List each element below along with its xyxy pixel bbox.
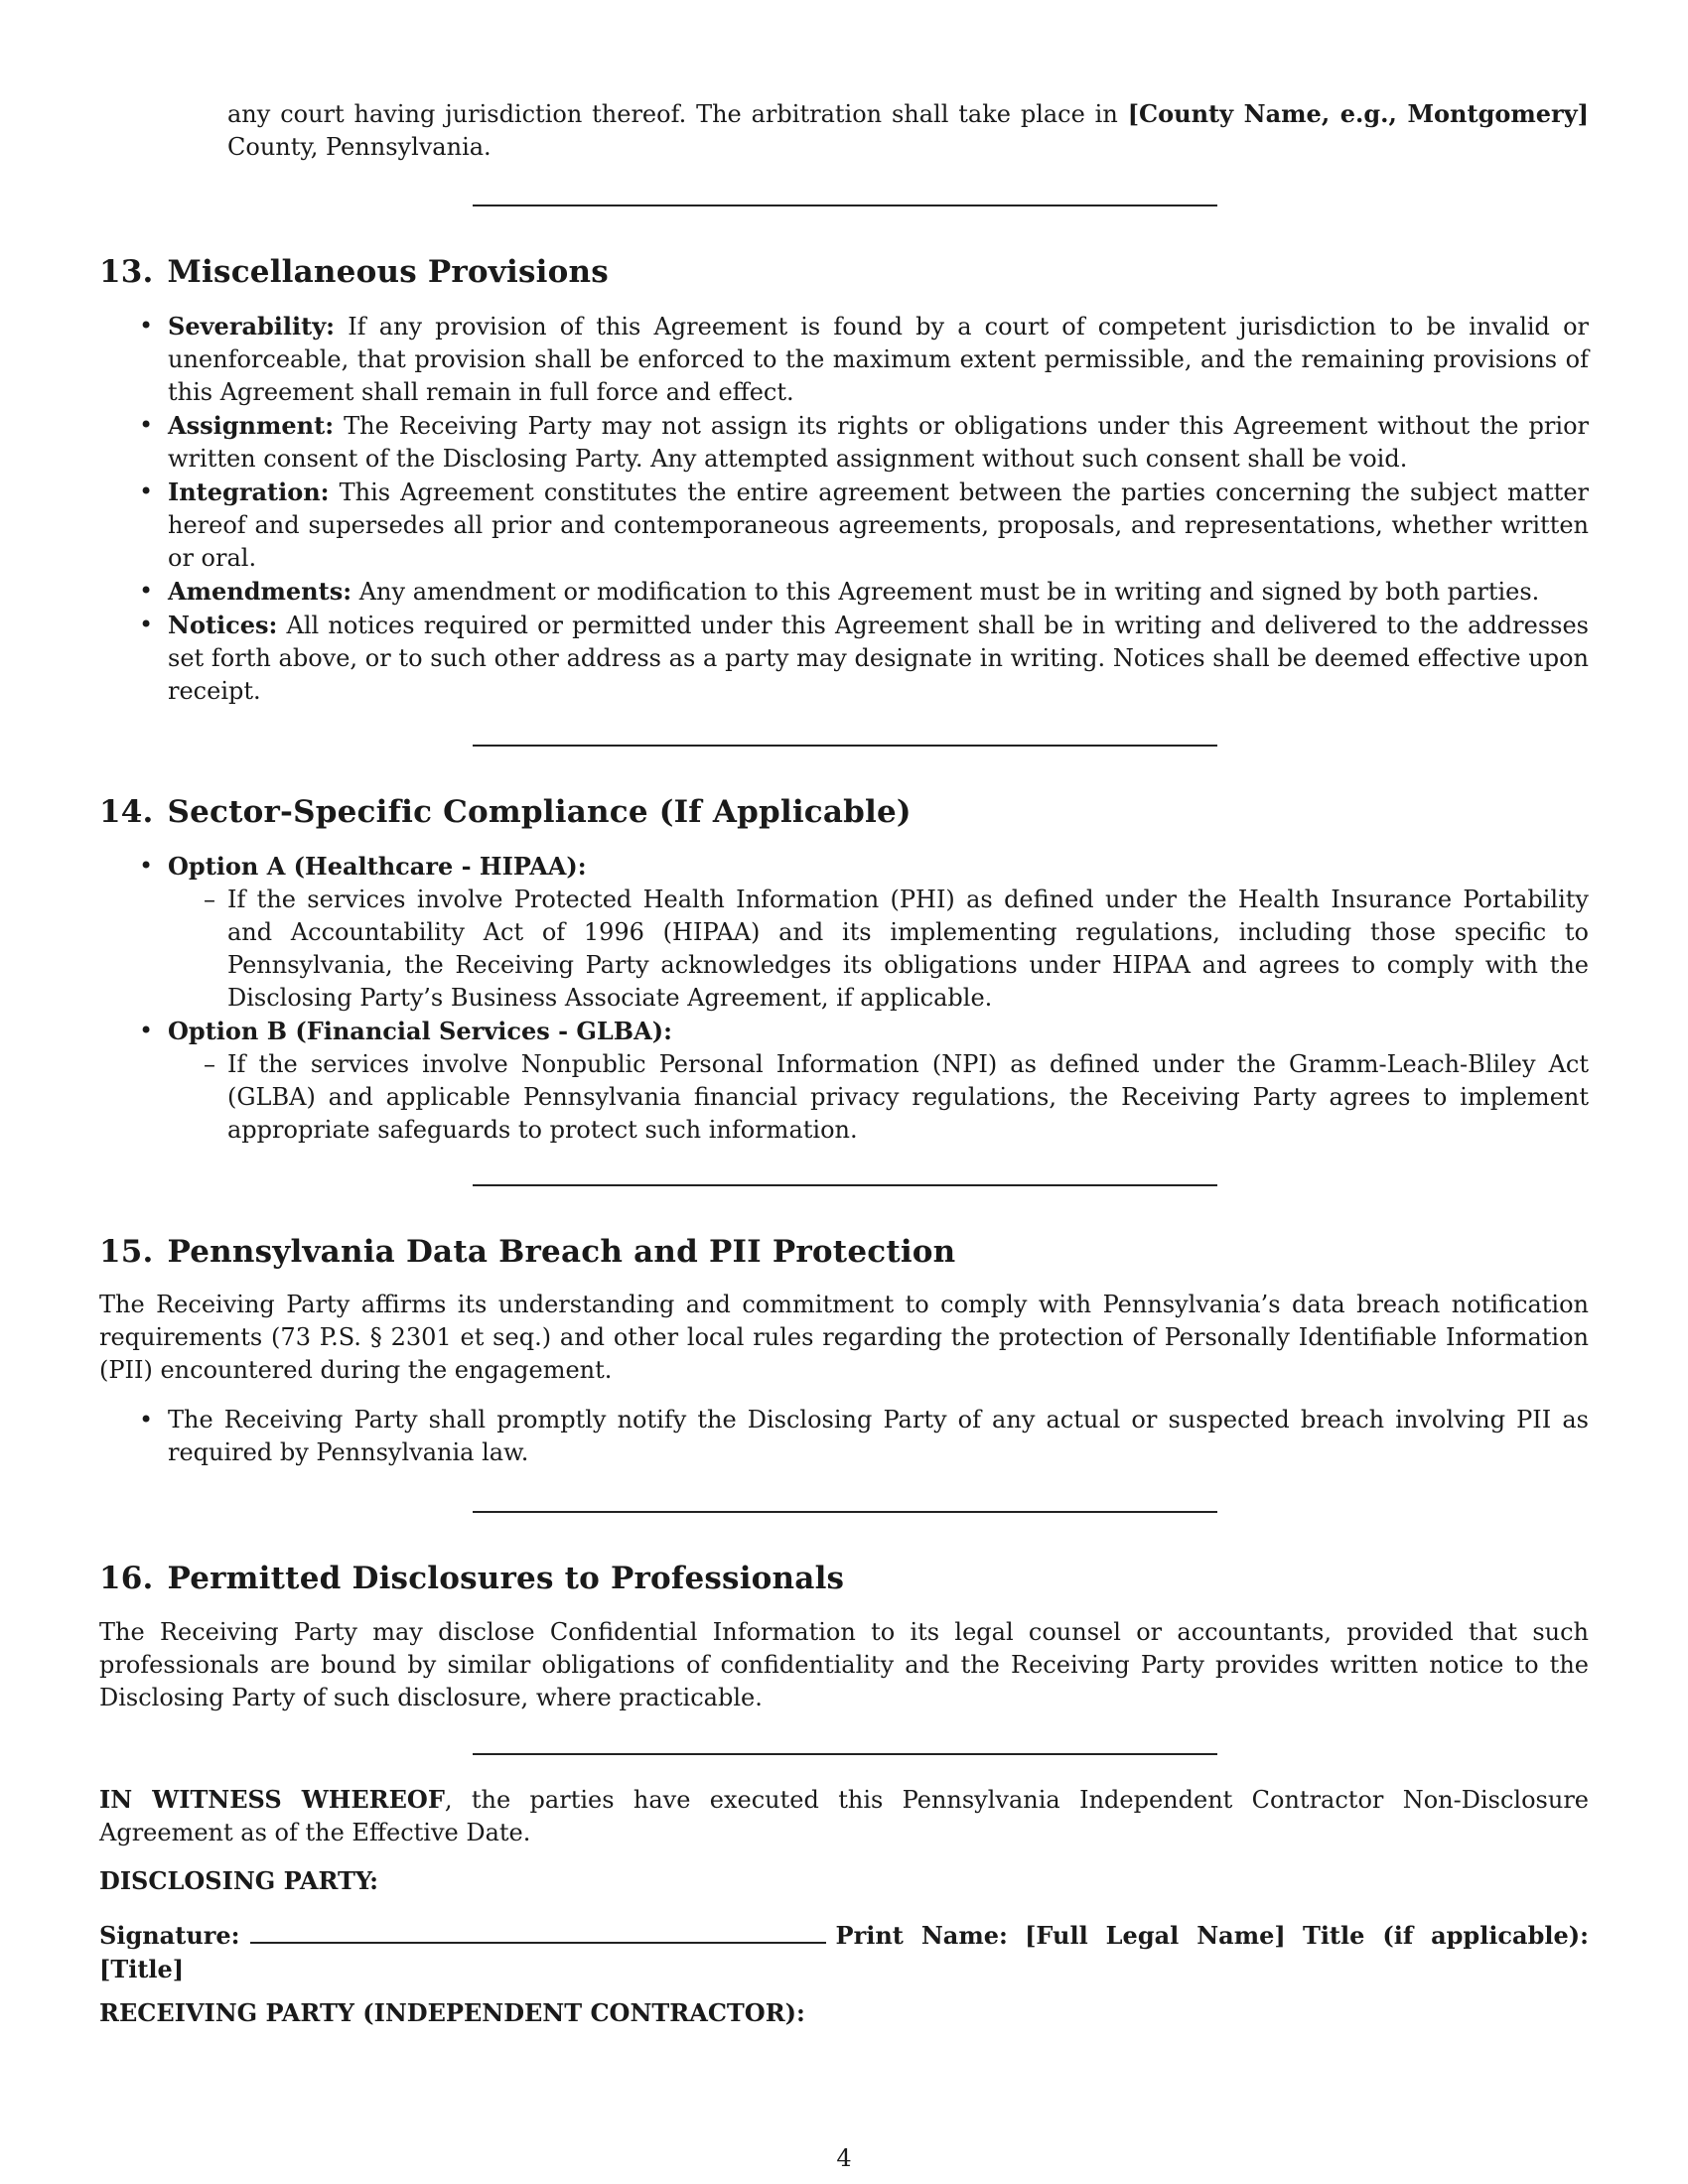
intro-text: any court having jurisdiction thereof. The arbitration shall take place in <box>227 100 1128 128</box>
item-text: Any amendment or modification to this Agreement must be in writing and signed by both parties. <box>352 578 1540 606</box>
item-text: If any provision of this Agreement is found by a court of competent jurisdiction to be invalid or unenforceable, that provision shall be enforced to the maximum extent permissible, and the remaining provisions of this Agreement shall remain in full force and effect. <box>168 313 1589 406</box>
sub-list <box>168 1048 1589 1147</box>
sub-list <box>168 884 1589 1015</box>
item-text: The Receiving Party may not assign its rights or obligations under this Agreement without the prior written consent of the Disclosing Party. Any attempted assignment without such consent shall be void. <box>168 412 1589 473</box>
sub-list-item: – If the services involve Nonpublic Personal Information (NPI) as defined under the Gramm-Leach-Bliley Act (GLBA) and applicable Pennsylvania financial privacy regulations, the Receiving Party agrees to implement appropriate safeguards to protect such information. <box>168 1048 1589 1147</box>
receiving-party-heading <box>99 1996 1589 2030</box>
list-item: • The Receiving Party shall promptly notify the Disclosing Party of any actual or suspected breach involving PII as required by Pennsylvania law. <box>99 1404 1589 1469</box>
print-name-value: [Full Legal Name] <box>1025 1921 1286 1950</box>
section-16-heading <box>99 1561 844 1596</box>
arbitration-continuation <box>227 97 1589 164</box>
item-label: Assignment: <box>168 411 335 440</box>
compliance-options-list <box>99 850 1589 1147</box>
list-item <box>99 850 1589 1015</box>
list-item <box>99 310 1589 409</box>
title-label: Title (if applicable): <box>1302 1921 1589 1950</box>
pii-list <box>99 1404 1589 1469</box>
list-item <box>99 575 1589 609</box>
item-label: Notices: <box>168 611 278 639</box>
section-title: Miscellaneous Provisions <box>167 254 609 290</box>
section-14-heading <box>99 794 912 830</box>
section-title: Sector-Specific Compliance (If Applicable) <box>167 794 912 830</box>
witness-text: , the parties have executed this Pennsylvania Independent Contractor Non-Disclosure Agreement as of the Effective Date. <box>99 1786 1589 1846</box>
signature-block <box>99 1919 1589 1986</box>
section-divider <box>473 205 1217 206</box>
item-label: Integration: <box>168 478 330 506</box>
option-label: Option A (Healthcare - HIPAA): <box>168 852 587 881</box>
list-item <box>99 476 1589 575</box>
list-item <box>99 609 1589 708</box>
section-number: 14. <box>99 794 154 830</box>
item-label: Amendments: <box>168 577 352 606</box>
disclosing-party-label: DISCLOSING PARTY: <box>99 1866 378 1895</box>
witness-clause <box>99 1783 1589 1849</box>
section-divider <box>473 745 1217 747</box>
section-title: Permitted Disclosures to Professionals <box>167 1561 845 1596</box>
option-label: Option B (Financial Services - GLBA): <box>168 1017 672 1045</box>
item-text: This Agreement constitutes the entire agreement between the parties concerning the subject matter hereof and supersedes all prior and contemporaneous agreements, proposals, and representations, whether written or oral. <box>168 478 1589 572</box>
signature-label: Signature: <box>99 1921 240 1950</box>
county-placeholder: [County Name, e.g., Montgomery] <box>1127 99 1589 128</box>
section-number: 15. <box>99 1234 154 1270</box>
section-number: 13. <box>99 254 154 290</box>
sub-list-item: – If the services involve Protected Health Information (PHI) as defined under the Health Insurance Portability and Accountability Act of 1996 (HIPAA) and its implementing regulations, including those specific to Pennsylvania, the Receiving Party acknowledges its obligations under HIPAA and agrees to comply with the Disclosing Party’s Business Associate Agreement, if applicable. <box>168 884 1589 1015</box>
section-title: Pennsylvania Data Breach and PII Protection <box>167 1234 956 1270</box>
witness-heading: IN WITNESS WHEREOF <box>99 1785 445 1814</box>
section-divider <box>473 1511 1217 1513</box>
misc-provisions-list <box>99 310 1589 708</box>
list-item <box>99 1015 1589 1147</box>
section-13-heading <box>99 254 609 290</box>
section-15-heading <box>99 1234 955 1270</box>
section-divider <box>473 1753 1217 1755</box>
section-number: 16. <box>99 1561 154 1596</box>
item-text: All notices required or permitted under this Agreement shall be in writing and delivered to the addresses set forth above, or to such other address as a party may designate in writing. Notices shall be deemed effective upon receipt. <box>168 612 1589 705</box>
list-item <box>99 409 1589 476</box>
print-name-label: Print Name: <box>835 1921 1008 1950</box>
title-value: [Title] <box>99 1955 185 1983</box>
page-number: 4 <box>836 2144 852 2172</box>
item-label: Severability: <box>168 312 336 341</box>
receiving-party-label: RECEIVING PARTY (INDEPENDENT CONTRACTOR): <box>99 1998 805 2027</box>
disclosing-party-heading <box>99 1864 1589 1898</box>
section-15-body: The Receiving Party affirms its understanding and commitment to comply with Pennsylvania’s data breach notification requirements (73 P.S. § 2301 et seq.) and other local rules regarding the protection of Personally Identifiable Information (PII) encountered during the engagement. <box>99 1291 1589 1384</box>
section-divider <box>473 1184 1217 1186</box>
signature-line[interactable] <box>250 1922 826 1944</box>
section-16-body: The Receiving Party may disclose Confidential Information to its legal counsel or accountants, provided that such professionals are bound by similar obligations of confidentiality and the Receiving Party provides written notice to the Disclosing Party of such disclosure, where practicable. <box>99 1618 1589 1711</box>
intro-text-end: County, Pennsylvania. <box>227 133 492 161</box>
